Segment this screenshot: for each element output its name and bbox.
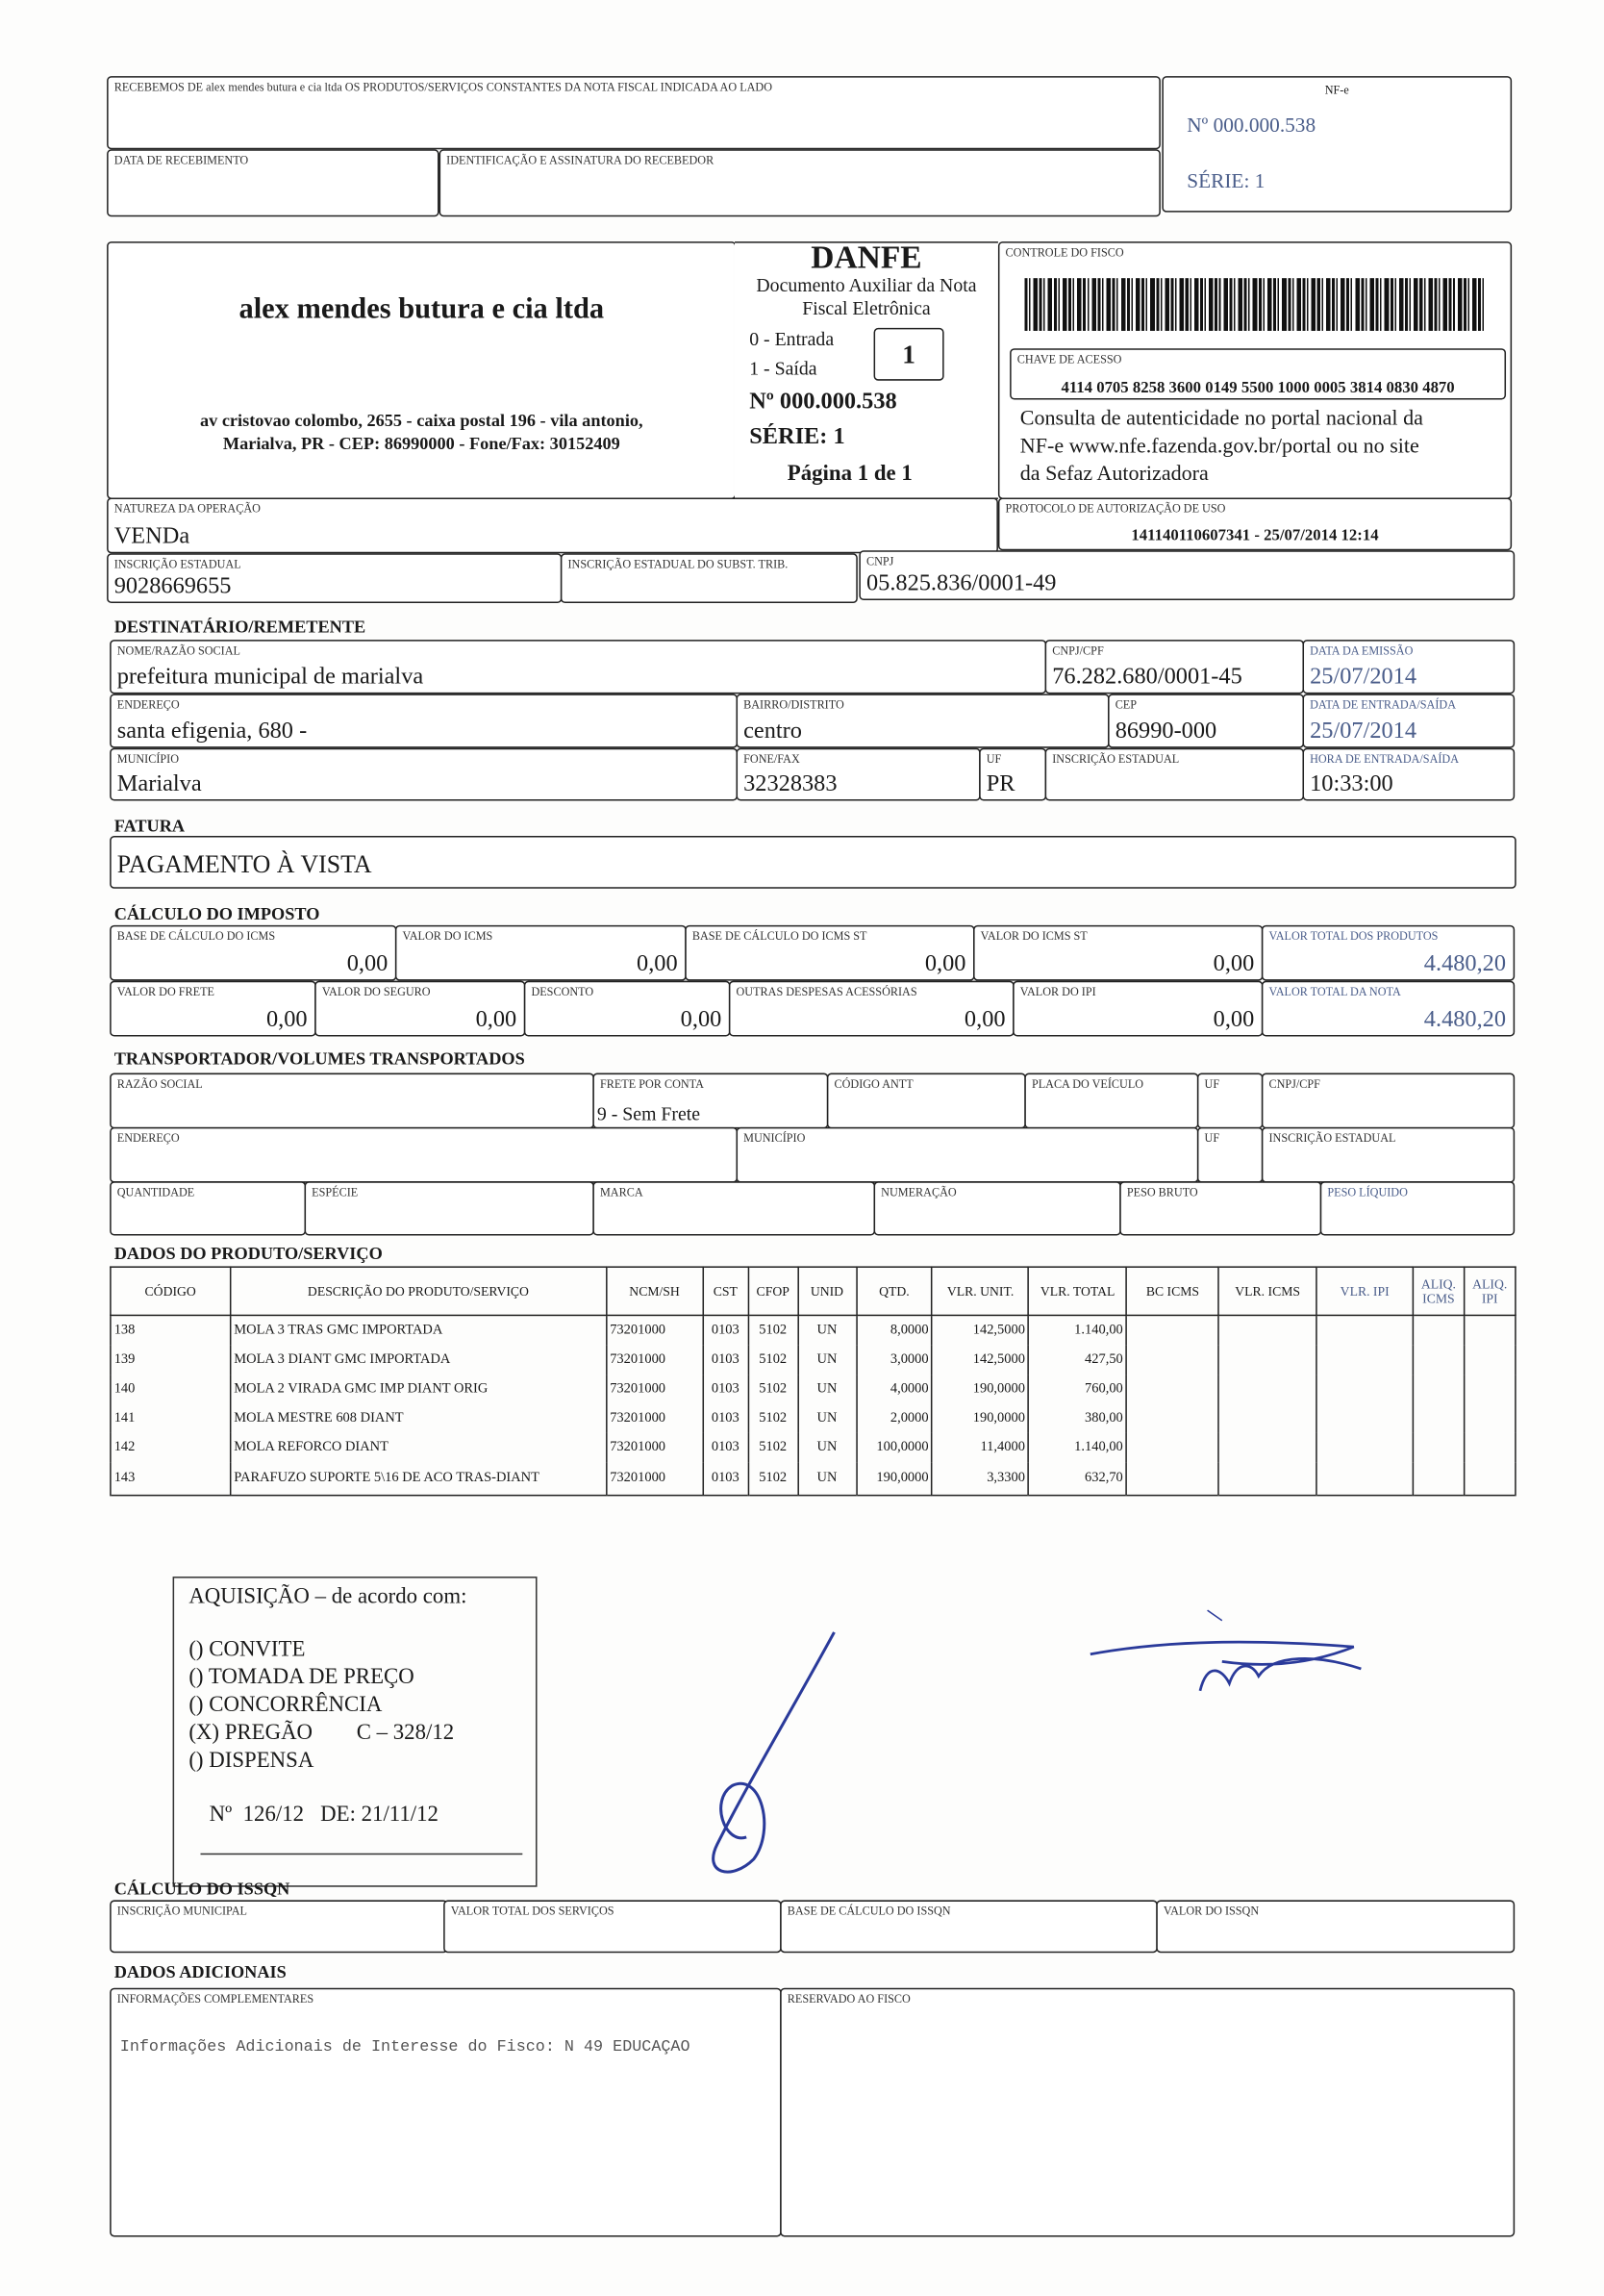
value: PAGAMENTO À VISTA — [116, 850, 372, 879]
column-header: CÓDIGO — [111, 1267, 231, 1315]
label: ENDEREÇO — [116, 1131, 180, 1146]
value: 0,00 — [924, 951, 966, 977]
danfe-serie: SÉRIE: 1 — [749, 424, 845, 450]
column-header: ALIQ. IPI — [1465, 1267, 1516, 1315]
ie-subst-field — [561, 553, 858, 603]
value: centro — [743, 719, 802, 744]
table-cell — [1218, 1404, 1316, 1433]
section-header: CÁLCULO DO ISSQN — [113, 1878, 290, 1899]
table-row — [111, 1315, 1516, 1345]
table-cell — [1413, 1375, 1464, 1403]
label: INFORMAÇÕES COMPLEMENTARES — [116, 1992, 314, 2006]
value: 0,00 — [475, 1007, 517, 1032]
issqn-field — [780, 1900, 1158, 1953]
table-cell: 1.140,00 — [1029, 1315, 1127, 1345]
label: VALOR DO SEGURO — [321, 985, 431, 998]
peso-bruto-field — [1119, 1181, 1321, 1235]
imposto-field — [110, 925, 396, 981]
label: CNPJ — [865, 554, 894, 568]
imposto-field — [1262, 981, 1515, 1037]
label: PESO LÍQUIDO — [1327, 1185, 1408, 1199]
table-cell: 0103 — [703, 1315, 748, 1345]
value: 76.282.680/0001-45 — [1052, 664, 1242, 690]
value: 86990-000 — [1115, 719, 1217, 744]
chave-acesso-box — [1010, 348, 1506, 399]
tipo-saida: 1 - Saída — [749, 357, 817, 380]
table-cell: 73201000 — [606, 1375, 702, 1403]
label: VALOR DO FRETE — [116, 985, 215, 998]
danfe-subtitle: Fiscal Eletrônica — [802, 296, 931, 319]
table-cell: UN — [798, 1404, 857, 1433]
value: 0,00 — [964, 1007, 1006, 1032]
dest-ie-field — [1045, 748, 1304, 801]
label: MUNICÍPIO — [116, 752, 180, 766]
label: OUTRAS DESPESAS ACESSÓRIAS — [736, 985, 917, 998]
table-cell: 190,0000 — [856, 1462, 932, 1495]
label: VALOR DO IPI — [1019, 985, 1096, 998]
table-cell: 5102 — [748, 1346, 798, 1375]
danfe-page: Página 1 de 1 — [787, 462, 913, 487]
table-cell — [1316, 1346, 1413, 1375]
imposto-field — [1013, 981, 1263, 1037]
assinatura-recebedor-field — [439, 149, 1161, 216]
table-cell: 140 — [111, 1375, 231, 1403]
table-cell: 138 — [111, 1315, 231, 1345]
danfe-number: Nº 000.000.538 — [749, 389, 897, 415]
table-row — [111, 1404, 1516, 1433]
chave-acesso[interactable]: 4114 0705 8258 3600 0149 5500 1000 0005 3814 0830 4870 — [1061, 379, 1455, 397]
table-cell: 73201000 — [606, 1462, 702, 1495]
table-cell: 0103 — [703, 1375, 748, 1403]
table-cell — [1218, 1433, 1316, 1462]
table-cell — [1127, 1433, 1219, 1462]
section-header: DADOS ADICIONAIS — [113, 1961, 287, 1982]
column-header: VLR. IPI — [1316, 1267, 1413, 1315]
value: 0,00 — [1213, 951, 1255, 977]
label: RAZÃO SOCIAL — [116, 1077, 203, 1091]
label: BAIRRO/DISTRITO — [743, 697, 844, 712]
stamp-item: () CONVITE — [188, 1638, 306, 1662]
table-cell: UN — [798, 1346, 857, 1375]
value: 4.480,20 — [1423, 1007, 1507, 1032]
label: NUMERAÇÃO — [881, 1185, 957, 1199]
column-header: VLR. UNIT. — [932, 1267, 1028, 1315]
stamp-item: (X) PREGÃO C – 328/12 — [188, 1721, 455, 1746]
hora-field — [1302, 748, 1515, 801]
table-cell: 5102 — [748, 1375, 798, 1403]
column-header: ALIQ. ICMS — [1413, 1267, 1464, 1315]
issqn-field — [443, 1900, 782, 1953]
section-header: FATURA — [113, 815, 186, 837]
table-cell: 100,0000 — [856, 1433, 932, 1462]
label: VALOR DO ISSQN — [1163, 1904, 1260, 1918]
transp-uf2-field — [1197, 1127, 1263, 1183]
line: Consulta de autenticidade no portal nacional da — [1019, 407, 1423, 431]
value: 9028669655 — [113, 573, 232, 599]
table-row — [111, 1346, 1516, 1375]
label: INSCRIÇÃO ESTADUAL — [113, 557, 241, 571]
label: INSCRIÇÃO ESTADUAL — [1052, 752, 1180, 766]
products-table — [110, 1266, 1516, 1496]
label: MARCA — [599, 1185, 643, 1199]
label: PLACA DO VEÍCULO — [1031, 1077, 1144, 1091]
table-cell: 380,00 — [1029, 1404, 1127, 1433]
issqn-field — [110, 1900, 448, 1953]
table-cell: 143 — [111, 1462, 231, 1495]
imposto-field — [973, 925, 1263, 981]
transp-cnpj-field — [1262, 1073, 1515, 1129]
label: VALOR DO ICMS ST — [980, 929, 1088, 944]
section-header: TRANSPORTADOR/VOLUMES TRANSPORTADOS — [113, 1047, 525, 1069]
table-cell: MOLA 2 VIRADA GMC IMP DIANT ORIG — [230, 1375, 606, 1403]
fone-field — [737, 748, 981, 801]
emitente-address: av cristovao colombo, 2655 - caixa postal 196 - vila antonio, — [200, 410, 643, 431]
section-header: DADOS DO PRODUTO/SERVIÇO — [113, 1243, 383, 1264]
value: Marialva — [116, 771, 202, 796]
transp-uf-field — [1197, 1073, 1263, 1129]
table-cell: UN — [798, 1315, 857, 1345]
label: UF — [986, 752, 1002, 766]
table-cell — [1316, 1433, 1413, 1462]
label: UF — [1204, 1131, 1220, 1146]
especie-field — [305, 1181, 594, 1235]
label: NATUREZA DA OPERAÇÃO — [113, 502, 261, 516]
transp-municipio-field — [737, 1127, 1199, 1183]
nfe-label: NF-e — [1324, 83, 1349, 97]
label: DESCONTO — [531, 985, 594, 998]
antt-field — [827, 1073, 1026, 1129]
label: DATA DE ENTRADA/SAÍDA — [1310, 697, 1457, 712]
placa-field — [1024, 1073, 1198, 1129]
table-cell: 427,50 — [1029, 1346, 1127, 1375]
imposto-field — [524, 981, 731, 1037]
table-cell: UN — [798, 1375, 857, 1403]
label: CÓDIGO ANTT — [834, 1077, 914, 1091]
label: NOME/RAZÃO SOCIAL — [116, 643, 240, 658]
label: CNPJ/CPF — [1268, 1077, 1320, 1091]
table-cell: 139 — [111, 1346, 231, 1375]
label: VALOR TOTAL DA NOTA — [1268, 985, 1401, 998]
ie-field — [107, 553, 562, 603]
table-cell: PARAFUZO SUPORTE 5\16 DE ACO TRAS-DIANT — [230, 1462, 606, 1495]
label: QUANTIDADE — [116, 1185, 195, 1199]
stamp-title: AQUISIÇÃO – de acordo com: — [188, 1585, 467, 1609]
value: 32328383 — [743, 771, 838, 796]
label: BASE DE CÁLCULO DO ICMS — [116, 929, 276, 944]
table-cell: 73201000 — [606, 1346, 702, 1375]
data-emissao-field — [1302, 640, 1515, 694]
table-cell — [1465, 1404, 1516, 1433]
label: BASE DE CÁLCULO DO ISSQN — [787, 1904, 951, 1918]
canhoto-text: RECEBEMOS DE alex mendes butura e cia ltda OS PRODUTOS/SERVIÇOS CONSTANTES DA NOTA FISCAL INDICADA AO LADO — [113, 80, 773, 94]
table-cell: 4,0000 — [856, 1375, 932, 1403]
label: DATA DA EMISSÃO — [1310, 643, 1414, 658]
label: VALOR TOTAL DOS SERVIÇOS — [450, 1904, 614, 1918]
label: CNPJ/CPF — [1052, 643, 1104, 658]
table-cell — [1218, 1315, 1316, 1345]
tipo-box: 1 — [874, 328, 944, 381]
table-cell: UN — [798, 1433, 857, 1462]
table-cell: 5102 — [748, 1433, 798, 1462]
table-cell: 5102 — [748, 1315, 798, 1345]
data-recebimento-field — [107, 149, 439, 216]
reservado-fisco-box — [780, 1988, 1515, 2237]
value: 0,00 — [1213, 1007, 1255, 1032]
peso-liquido-field — [1320, 1181, 1515, 1235]
table-cell — [1316, 1404, 1413, 1433]
value: PR — [986, 771, 1015, 796]
table-cell: 3,0000 — [856, 1346, 932, 1375]
municipio-field — [110, 748, 738, 801]
label: CONTROLE DO FISCO — [1005, 245, 1124, 260]
frete-field — [592, 1073, 828, 1129]
danfe-title: DANFE — [811, 239, 922, 276]
table-cell — [1465, 1315, 1516, 1345]
imposto-field — [110, 981, 316, 1037]
table-cell: 8,0000 — [856, 1315, 932, 1345]
section-header: DESTINATÁRIO/REMETENTE — [113, 616, 366, 638]
table-cell — [1465, 1433, 1516, 1462]
protocolo-field — [998, 497, 1512, 550]
label: CEP — [1115, 697, 1138, 712]
barcode — [1024, 278, 1487, 331]
info-complementares-box — [110, 1988, 782, 2237]
table-cell — [1413, 1346, 1464, 1375]
cep-field — [1108, 694, 1304, 747]
value: 0,00 — [265, 1007, 308, 1032]
label: HORA DE ENTRADA/SAÍDA — [1310, 752, 1460, 766]
value: VENDa — [113, 523, 190, 549]
label: BASE DE CÁLCULO DO ICMS ST — [691, 929, 867, 944]
table-cell: 142,5000 — [932, 1315, 1028, 1345]
dest-cnpj-field — [1045, 640, 1304, 694]
transp-razao-field — [110, 1073, 594, 1129]
natureza-field — [107, 497, 998, 553]
value: 0,00 — [680, 1007, 722, 1032]
value: prefeitura municipal de marialva — [116, 664, 424, 690]
label: INSCRIÇÃO ESTADUAL — [1268, 1131, 1396, 1146]
value: 25/07/2014 — [1310, 664, 1417, 690]
table-cell: 3,3300 — [932, 1462, 1028, 1495]
label: VALOR DO ICMS — [402, 929, 493, 944]
table-cell: 632,70 — [1029, 1462, 1127, 1495]
emitente-box — [107, 241, 736, 499]
label: RESERVADO AO FISCO — [787, 1992, 911, 2006]
table-row — [111, 1375, 1516, 1403]
column-header: VLR. ICMS — [1218, 1267, 1316, 1315]
table-cell — [1316, 1375, 1413, 1403]
nfe-box — [1162, 76, 1512, 213]
label: FRETE POR CONTA — [599, 1077, 704, 1091]
table-cell — [1316, 1315, 1413, 1345]
table-row — [111, 1462, 1516, 1495]
stamp-item: () DISPENSA — [188, 1749, 314, 1774]
table-cell: 0103 — [703, 1346, 748, 1375]
table-cell: 5102 — [748, 1462, 798, 1495]
label: UF — [1204, 1077, 1220, 1091]
table-cell — [1218, 1375, 1316, 1403]
column-header: UNID — [798, 1267, 857, 1315]
table-cell: 5102 — [748, 1404, 798, 1433]
table-cell: MOLA MESTRE 608 DIANT — [230, 1404, 606, 1433]
bairro-field — [737, 694, 1110, 747]
table-cell — [1465, 1375, 1516, 1403]
label: IDENTIFICAÇÃO E ASSINATURA DO RECEBEDOR — [446, 153, 714, 167]
column-header: CST — [703, 1267, 748, 1315]
emitente-name: alex mendes butura e cia ltda — [238, 292, 605, 325]
marca-field — [592, 1181, 875, 1235]
table-cell — [1465, 1462, 1516, 1495]
canhoto-box — [107, 76, 1161, 149]
table-cell: 1.140,00 — [1029, 1433, 1127, 1462]
emitente-city: Marialva, PR - CEP: 86990000 - Fone/Fax: 30152409 — [222, 433, 620, 454]
signature-icon — [688, 1625, 848, 1888]
table-row — [111, 1433, 1516, 1462]
aquisicao-stamp — [173, 1577, 538, 1887]
table-cell: MOLA 3 DIANT GMC IMPORTADA — [230, 1346, 606, 1375]
table-cell: 2,0000 — [856, 1404, 932, 1433]
table-cell: 142,5000 — [932, 1346, 1028, 1375]
label: PROTOCOLO DE AUTORIZAÇÃO DE USO — [1005, 502, 1226, 516]
table-cell: 142 — [111, 1433, 231, 1462]
tipo-entrada: 0 - Entrada — [749, 327, 835, 350]
quantidade-field — [110, 1181, 306, 1235]
stamp-item: () TOMADA DE PREÇO — [188, 1665, 414, 1690]
table-cell — [1127, 1315, 1219, 1345]
value: 0,00 — [346, 951, 388, 977]
value: 25/07/2014 — [1310, 719, 1417, 744]
table-cell: 141 — [111, 1404, 231, 1433]
column-header: DESCRIÇÃO DO PRODUTO/SERVIÇO — [230, 1267, 606, 1315]
value: 4.480,20 — [1423, 951, 1507, 977]
table-cell: 0103 — [703, 1462, 748, 1495]
imposto-field — [314, 981, 525, 1037]
label: MUNICÍPIO — [743, 1131, 806, 1146]
imposto-field — [395, 925, 687, 981]
table-cell — [1218, 1346, 1316, 1375]
table-header-row — [111, 1267, 1516, 1315]
nfe-serie: SÉRIE: 1 — [1187, 171, 1266, 193]
nome-field — [110, 640, 1046, 694]
nfe-number: Nº 000.000.538 — [1187, 115, 1316, 139]
value: 10:33:00 — [1310, 771, 1393, 796]
label: ENDEREÇO — [116, 697, 180, 712]
label: INSCRIÇÃO MUNICIPAL — [116, 1904, 247, 1918]
value: santa efigenia, 680 - — [116, 719, 308, 744]
value: 9 - Sem Frete — [596, 1101, 701, 1124]
uf-field — [979, 748, 1046, 801]
table-cell — [1316, 1462, 1413, 1495]
transp-endereco-field — [110, 1127, 738, 1183]
column-header: NCM/SH — [606, 1267, 702, 1315]
table-cell: 73201000 — [606, 1404, 702, 1433]
column-header: BC ICMS — [1127, 1267, 1219, 1315]
danfe-box — [735, 241, 998, 499]
danfe-subtitle: Documento Auxiliar da Nota — [756, 273, 977, 296]
column-header: CFOP — [748, 1267, 798, 1315]
column-header: VLR. TOTAL — [1029, 1267, 1127, 1315]
table-cell: UN — [798, 1462, 857, 1495]
endereco-field — [110, 694, 738, 747]
transp-ie-field — [1262, 1127, 1515, 1183]
stamp-item: () CONCORRÊNCIA — [188, 1693, 383, 1718]
info-text: Informações Adicionais de Interesse do Fisco: N 49 EDUCAÇAO — [119, 2039, 690, 2057]
table-cell: 73201000 — [606, 1315, 702, 1345]
label: PESO BRUTO — [1126, 1185, 1198, 1199]
table-cell: 11,4000 — [932, 1433, 1028, 1462]
column-header: QTD. — [856, 1267, 932, 1315]
data-entrada-field — [1302, 694, 1515, 747]
table-cell — [1413, 1462, 1464, 1495]
value: 05.825.836/0001-49 — [865, 570, 1057, 596]
table-cell: 760,00 — [1029, 1375, 1127, 1403]
table-cell: MOLA REFORCO DIANT — [230, 1433, 606, 1462]
numeracao-field — [874, 1181, 1121, 1235]
consulta-text — [1020, 406, 1423, 490]
table-cell — [1465, 1346, 1516, 1375]
table-cell — [1127, 1346, 1219, 1375]
label: DATA DE RECEBIMENTO — [113, 153, 249, 167]
label: VALOR TOTAL DOS PRODUTOS — [1268, 929, 1439, 944]
table-cell: MOLA 3 TRAS GMC IMPORTADA — [230, 1315, 606, 1345]
table-cell: 190,0000 — [932, 1375, 1028, 1403]
table-cell: 190,0000 — [932, 1404, 1028, 1433]
label: FONE/FAX — [743, 752, 800, 766]
table-cell — [1127, 1375, 1219, 1403]
table-cell — [1218, 1462, 1316, 1495]
line: da Sefaz Autorizadora — [1019, 462, 1209, 487]
label: ESPÉCIE — [312, 1185, 359, 1199]
table-cell — [1413, 1404, 1464, 1433]
stamp-items — [188, 1636, 454, 1776]
imposto-field — [1262, 925, 1515, 981]
label: INSCRIÇÃO ESTADUAL DO SUBST. TRIB. — [567, 557, 789, 571]
label: CHAVE DE ACESSO — [1016, 352, 1122, 366]
signature-icon — [1083, 1602, 1448, 1763]
section-header: CÁLCULO DO IMPOSTO — [113, 903, 320, 924]
stamp-number: Nº 126/12 DE: 21/11/12 — [209, 1803, 439, 1828]
imposto-field — [685, 925, 974, 981]
table-cell — [1127, 1462, 1219, 1495]
table-cell: 0103 — [703, 1404, 748, 1433]
imposto-field — [729, 981, 1015, 1037]
stamp-line — [201, 1854, 523, 1855]
issqn-field — [1156, 1900, 1515, 1953]
cnpj-field — [859, 550, 1515, 600]
table-cell: 0103 — [703, 1433, 748, 1462]
table-cell — [1127, 1404, 1219, 1433]
table-cell: 73201000 — [606, 1433, 702, 1462]
table-cell — [1413, 1315, 1464, 1345]
table-cell — [1413, 1433, 1464, 1462]
fatura-box — [110, 836, 1516, 889]
value: 141140110607341 - 25/07/2014 12:14 — [1131, 526, 1379, 545]
line: NF-e www.nfe.fazenda.gov.br/portal ou no site — [1019, 435, 1419, 459]
value: 0,00 — [637, 951, 678, 977]
